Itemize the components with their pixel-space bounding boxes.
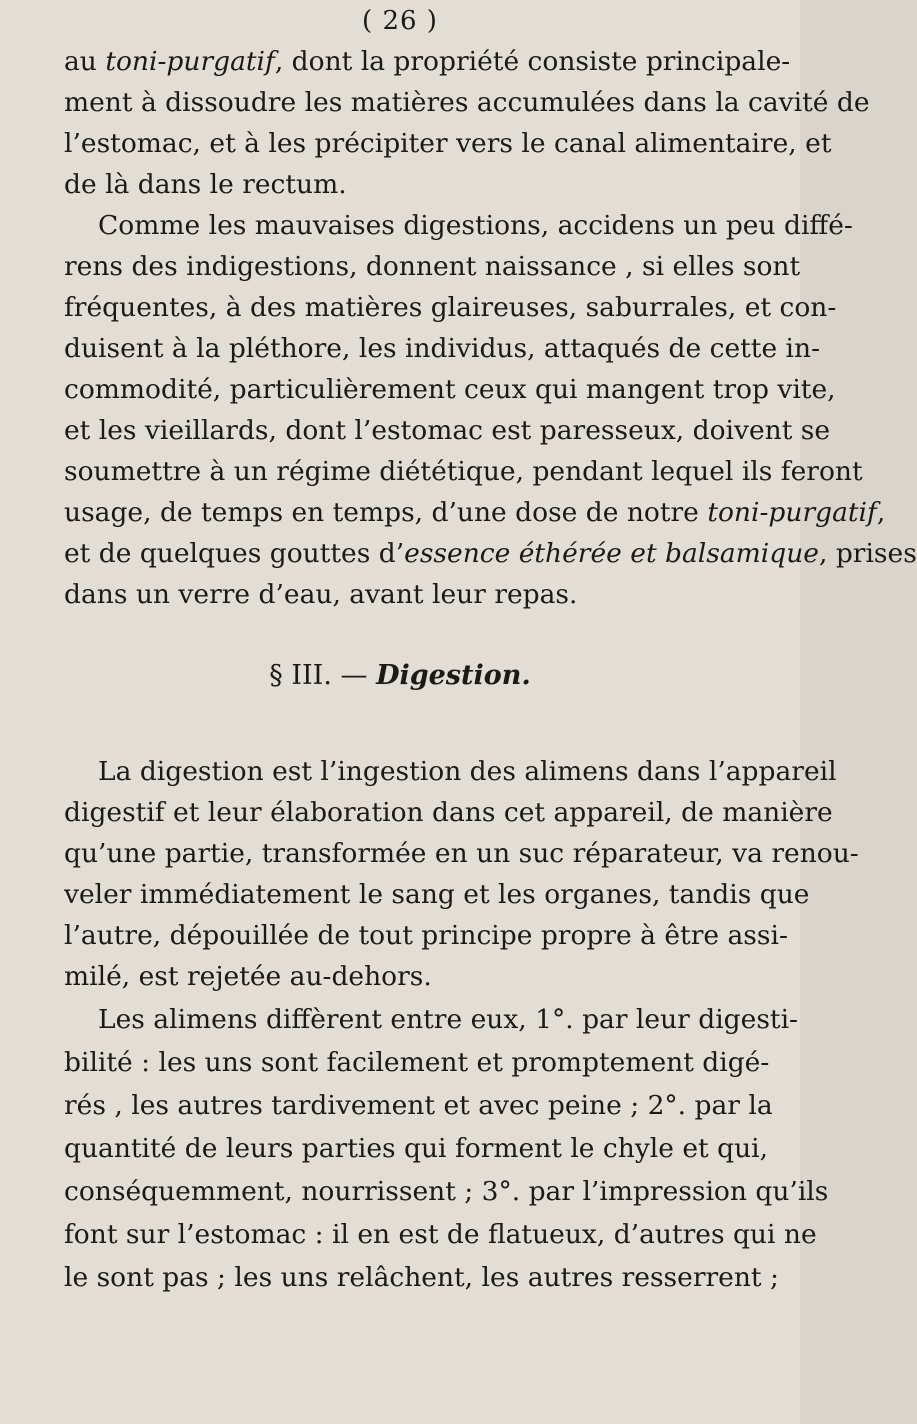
text-line: l’autre, dépouillée de tout principe propre à être assi- [64, 920, 788, 951]
text-line: et de quelques gouttes d’essence éthérée et balsamique, prises [64, 538, 917, 569]
text-line: dans un verre d’eau, avant leur repas. [64, 579, 578, 610]
text-line: veler immédiatement le sang et les organes, tandis que [64, 879, 810, 910]
text-line: commodité, particulièrement ceux qui mangent trop vite, [64, 374, 836, 405]
emphasis-essence: essence éthérée et balsamique [404, 538, 819, 569]
text-line: digestif et leur élaboration dans cet appareil, de manière [64, 797, 833, 828]
page-number: ( 26 ) [362, 6, 438, 36]
text-line: conséquemment, nourrissent ; 3°. par l’impression qu’ils [64, 1176, 829, 1207]
text-line: au toni-purgatif, dont la propriété consiste principale- [64, 46, 791, 77]
text-line: La digestion est l’ingestion des alimens dans l’appareil [98, 756, 837, 787]
text-line: ment à dissoudre les matières accumulées dans la cavité de [64, 87, 870, 118]
emphasis-toni-purgatif: toni-purgatif [707, 497, 877, 528]
text-line: Les alimens diffèrent entre eux, 1°. par leur digesti- [98, 1004, 798, 1035]
text-line: font sur l’estomac : il en est de flatueux, d’autres qui ne [64, 1219, 817, 1250]
text-line: rens des indigestions, donnent naissance , si elles sont [64, 251, 801, 282]
text-line: et les vieillards, dont l’estomac est paresseux, doivent se [64, 415, 831, 446]
section-heading: § III. — Digestion. [269, 660, 531, 691]
text-line: soumettre à un régime diététique, pendant lequel ils feront [64, 456, 863, 487]
text-line: quantité de leurs parties qui forment le chyle et qui, [64, 1133, 769, 1164]
text-line: qu’une partie, transformée en un suc réparateur, va renou- [64, 838, 859, 869]
text-line: le sont pas ; les uns relâchent, les autres resserrent ; [64, 1262, 779, 1293]
emphasis-toni-purgatif: toni-purgatif [105, 46, 275, 77]
text-line: l’estomac, et à les précipiter vers le canal alimentaire, et [64, 128, 832, 159]
section-title: Digestion. [376, 660, 531, 691]
text-line: usage, de temps en temps, d’une dose de notre toni-purgatif, [64, 497, 886, 528]
text-line: de là dans le rectum. [64, 169, 347, 200]
text-line: bilité : les uns sont facilement et promptement digé- [64, 1047, 770, 1078]
text-line: Comme les mauvaises digestions, accidens un peu diffé- [98, 210, 853, 241]
text-line: rés , les autres tardivement et avec peine ; 2°. par la [64, 1090, 773, 1121]
text-line: duisent à la pléthore, les individus, attaqués de cette in- [64, 333, 821, 364]
text-line: fréquentes, à des matières glaireuses, saburrales, et con- [64, 292, 837, 323]
text-line: milé, est rejetée au-dehors. [64, 961, 432, 992]
